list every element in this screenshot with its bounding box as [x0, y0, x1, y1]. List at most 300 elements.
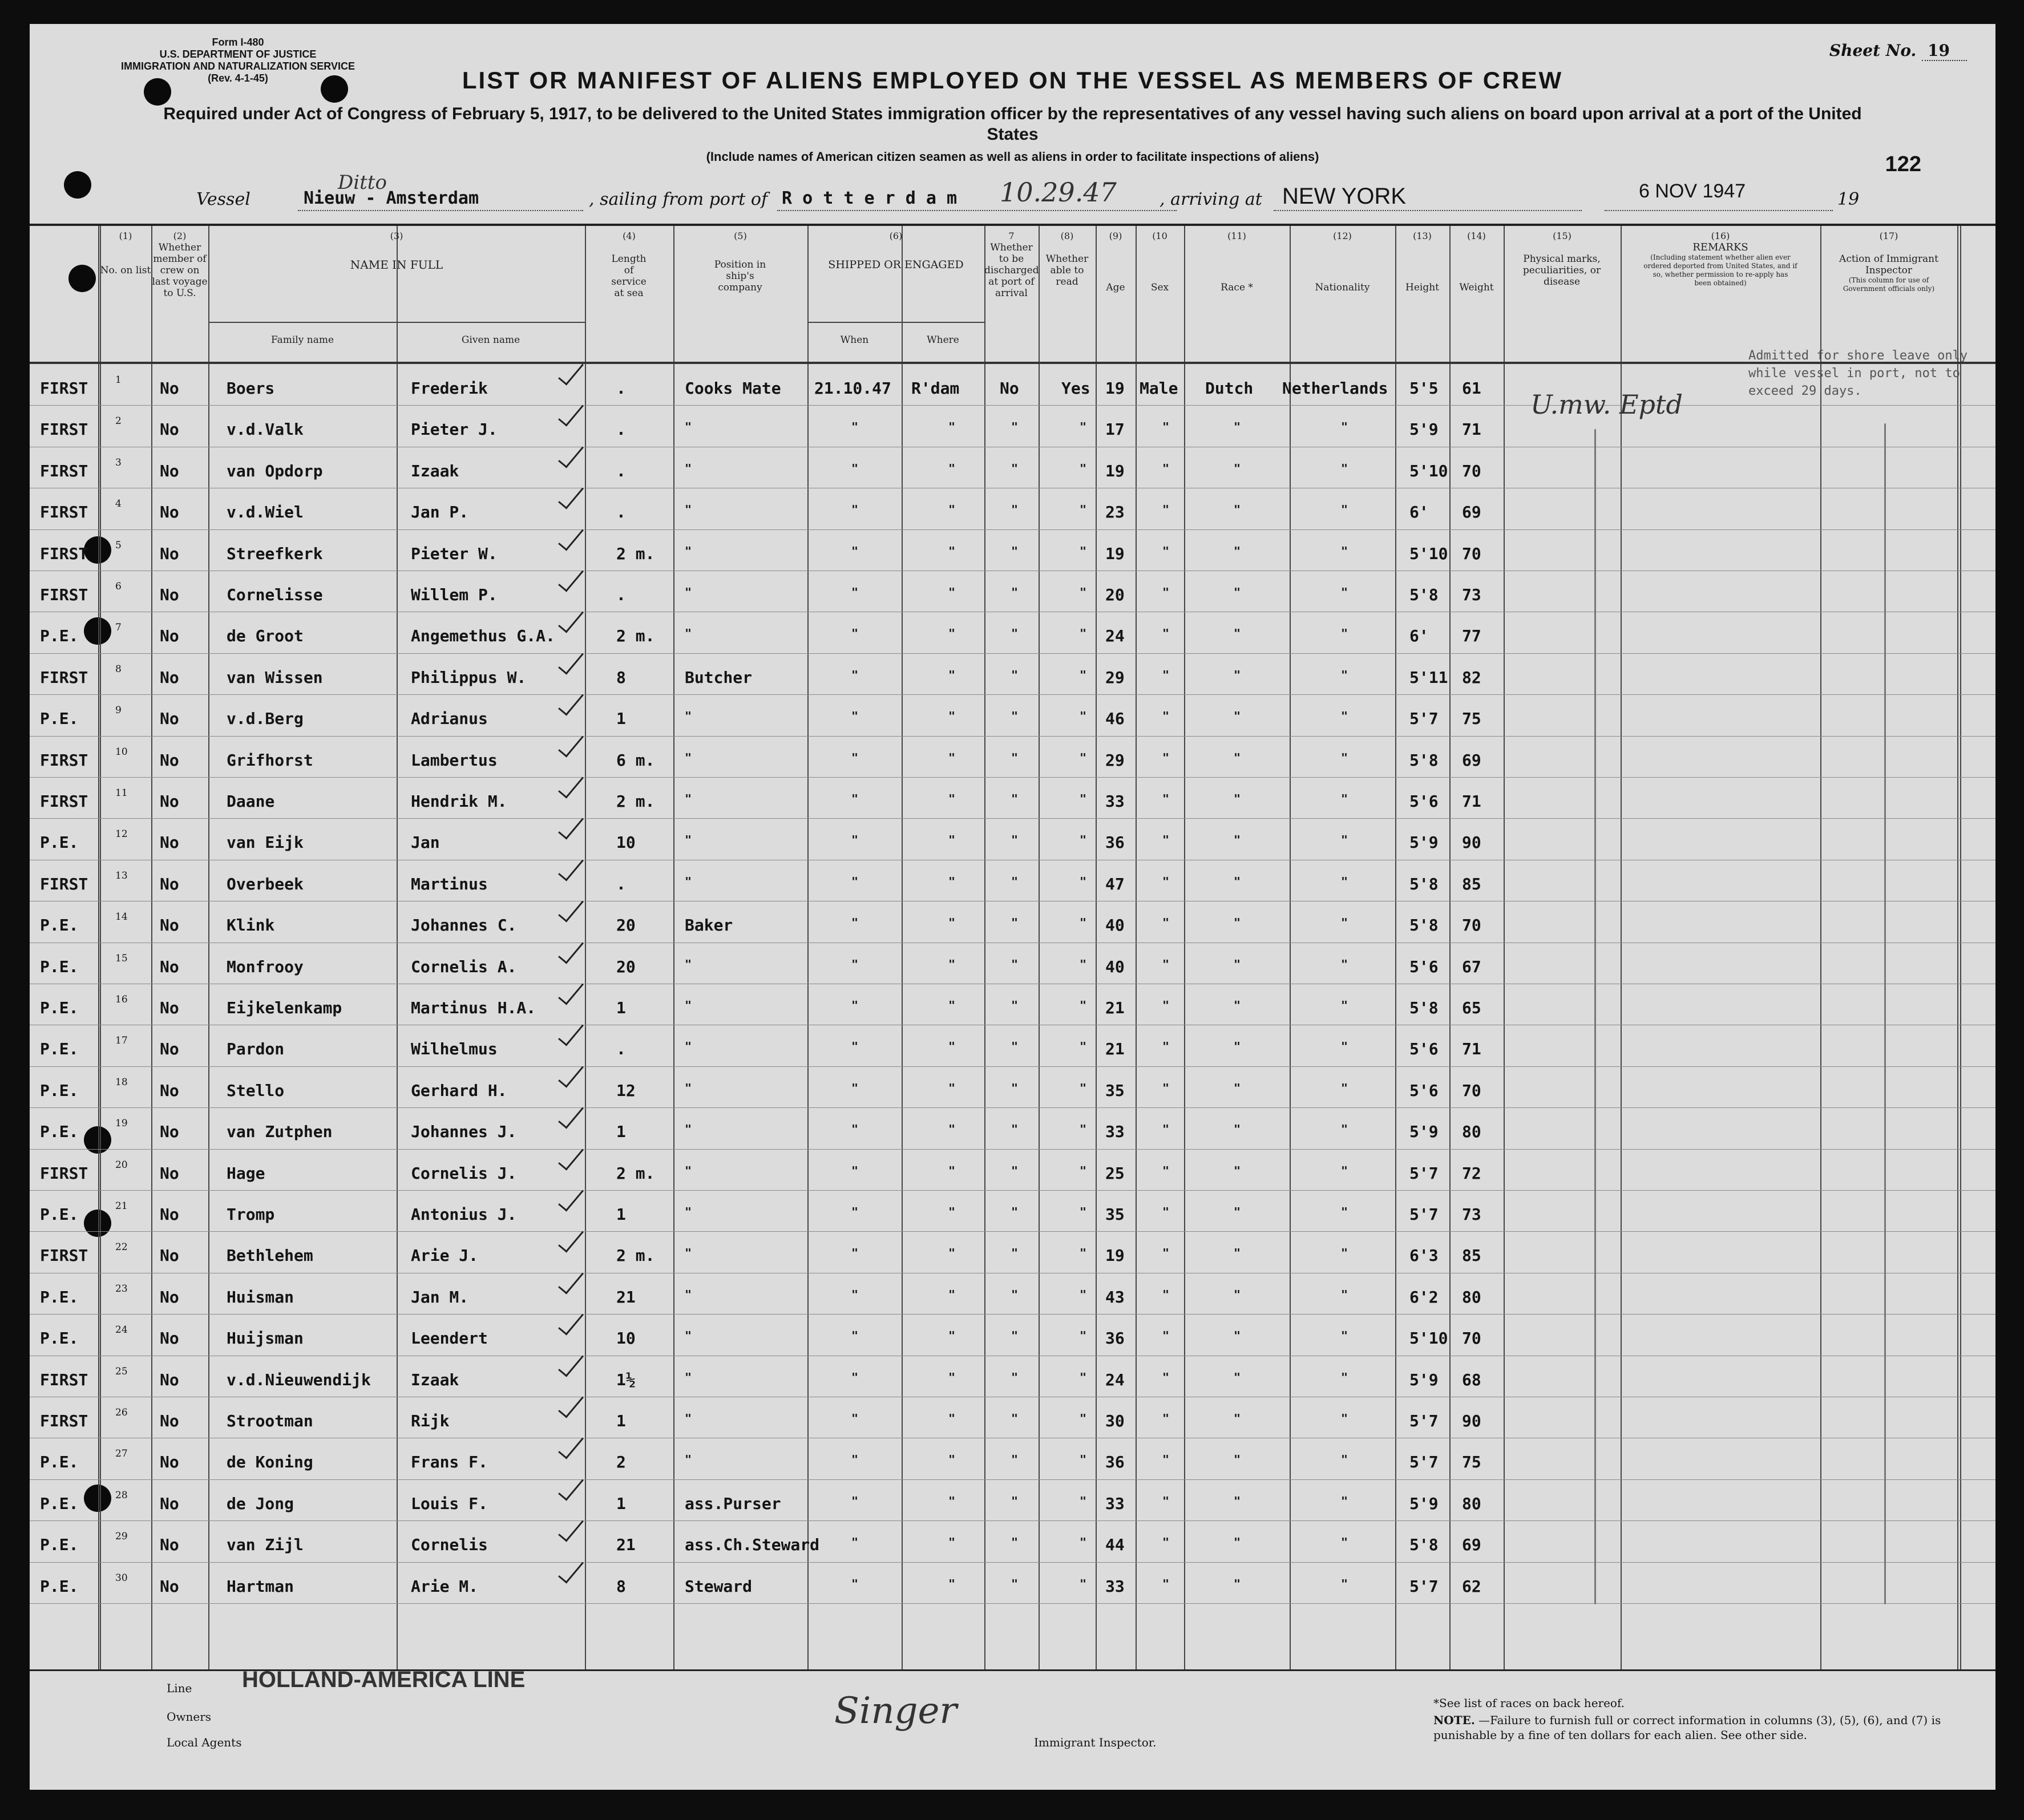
crew-class: P.E. — [40, 1494, 79, 1513]
family-name: Eijkelenkamp — [227, 998, 342, 1017]
verification-checkmark — [558, 523, 584, 551]
height: 5'5 — [1409, 379, 1439, 398]
remarks-line: exceed 29 days. — [1748, 384, 1862, 398]
position: " — [685, 1040, 692, 1054]
race: Dutch — [1205, 379, 1254, 398]
discharged: " — [1011, 1535, 1019, 1550]
discharged: " — [1011, 461, 1019, 475]
crew-class: P.E. — [40, 833, 79, 852]
height: 5'10 — [1409, 461, 1448, 480]
verification-checkmark — [558, 1349, 584, 1377]
sex: " — [1162, 1453, 1170, 1467]
shipped-where: " — [948, 792, 956, 806]
sex: " — [1162, 1535, 1170, 1550]
discharged: " — [1011, 1370, 1019, 1384]
able-to-read: " — [1080, 626, 1087, 641]
discharged: " — [1011, 833, 1019, 847]
nationality: " — [1341, 503, 1348, 517]
subtitle-text: Required under Act of Congress of February 5, 1917, to be delivered to the United States immigration officer by the representatives of any vessel having such aliens on board upon arrival at a port of the United States — [163, 104, 1862, 144]
previous-voyage: No — [160, 420, 179, 439]
nationality: " — [1341, 1576, 1348, 1591]
previous-voyage: No — [160, 792, 179, 811]
position: " — [685, 709, 692, 723]
sailing-label: , sailing from port of — [589, 189, 768, 209]
nationality: " — [1341, 1246, 1348, 1260]
age: 19 — [1105, 461, 1125, 480]
nationality: " — [1341, 1081, 1348, 1095]
able-to-read: " — [1080, 461, 1087, 475]
inspector-label: Immigrant Inspector. — [1034, 1736, 1157, 1749]
shipped-where: " — [948, 916, 956, 930]
line-label: Line — [167, 1681, 192, 1695]
given-name: Arie M. — [411, 1576, 479, 1596]
position: " — [685, 1163, 692, 1178]
race: " — [1234, 916, 1241, 930]
discharged: " — [1011, 1040, 1019, 1054]
previous-voyage: No — [160, 544, 179, 563]
discharged: " — [1011, 1246, 1019, 1260]
service-length: 2 — [616, 1453, 626, 1472]
sex: " — [1162, 833, 1170, 847]
position: " — [685, 461, 692, 475]
given-name: Frans F. — [411, 1453, 488, 1472]
position: " — [685, 833, 692, 847]
race: " — [1234, 1246, 1241, 1260]
service-length: 20 — [616, 916, 636, 935]
sex: " — [1162, 792, 1170, 806]
verification-checkmark — [558, 812, 584, 840]
verification-checkmark — [558, 977, 584, 1005]
shipped-where: " — [948, 957, 956, 971]
sex: " — [1162, 709, 1170, 723]
given-name: Angemethus G.A. — [411, 626, 555, 646]
arrival-port-stamp: NEW YORK — [1282, 184, 1407, 209]
service-name: IMMIGRATION AND NATURALIZATION SERVICE — [121, 60, 355, 72]
race: " — [1234, 1163, 1241, 1178]
verification-checkmark — [558, 771, 584, 798]
family-name: Hartman — [227, 1576, 294, 1596]
shipped-when: " — [851, 1081, 859, 1095]
able-to-read: " — [1080, 503, 1087, 517]
crew-class: P.E. — [40, 1453, 79, 1472]
crew-class: FIRST — [40, 792, 88, 811]
age: 36 — [1105, 1453, 1125, 1472]
shipped-when: " — [851, 998, 859, 1012]
age: 40 — [1105, 957, 1125, 976]
col14-header: (14) Weight — [1459, 230, 1494, 293]
family-name: Boers — [227, 379, 275, 398]
previous-voyage: No — [160, 916, 179, 935]
given-name: Arie J. — [411, 1246, 479, 1265]
position: Steward — [685, 1576, 753, 1596]
verification-checkmark — [558, 647, 584, 674]
verification-checkmark — [558, 1226, 584, 1253]
discharged: " — [1011, 874, 1019, 888]
shipped-when-header: When — [840, 334, 869, 346]
crew-class: P.E. — [40, 1329, 79, 1348]
height: 5'10 — [1409, 1329, 1448, 1348]
service-length: 1 — [616, 1411, 626, 1430]
service-length: 2 m. — [616, 544, 655, 563]
age: 33 — [1105, 1494, 1125, 1513]
race: " — [1234, 1205, 1241, 1219]
position: Cooks Mate — [685, 379, 781, 398]
verification-checkmark — [558, 1432, 584, 1459]
service-length: 1 — [616, 1494, 626, 1513]
discharged: No — [1000, 379, 1019, 398]
crew-class: P.E. — [40, 998, 79, 1017]
nationality: " — [1341, 916, 1348, 930]
list-number: 15 — [115, 952, 128, 964]
col7-header: 7 Whether to be discharged at port of arrival — [984, 230, 1039, 299]
verification-checkmark — [558, 482, 584, 509]
weight: 71 — [1462, 1040, 1481, 1059]
able-to-read: " — [1080, 709, 1087, 723]
position: " — [685, 1453, 692, 1467]
age: 33 — [1105, 792, 1125, 811]
verification-checkmark — [558, 1060, 584, 1087]
list-number: 11 — [115, 787, 128, 799]
position: ass.Purser — [685, 1494, 781, 1513]
age: 46 — [1105, 709, 1125, 729]
nationality: " — [1341, 1370, 1348, 1384]
ditto-stroke — [1884, 423, 1886, 1604]
weight: 69 — [1462, 1535, 1481, 1555]
verification-checkmark — [558, 936, 584, 964]
verification-checkmark — [558, 1390, 584, 1418]
sex: " — [1162, 1494, 1170, 1508]
age: 19 — [1105, 1246, 1125, 1265]
family-name: v.d.Berg — [227, 709, 304, 729]
previous-voyage: No — [160, 874, 179, 893]
list-number: 13 — [115, 869, 128, 881]
shipped-where: " — [948, 668, 956, 682]
service-length: . — [616, 420, 626, 439]
age: 33 — [1105, 1122, 1125, 1142]
able-to-read: " — [1080, 1287, 1087, 1301]
position: " — [685, 420, 692, 434]
service-length: 8 — [616, 668, 626, 687]
list-number: 1 — [115, 374, 122, 386]
discharged: " — [1011, 503, 1019, 517]
nationality: " — [1341, 420, 1348, 434]
weight: 73 — [1462, 1205, 1481, 1224]
family-name: de Jong — [227, 1494, 294, 1513]
height: 5'8 — [1409, 585, 1439, 604]
given-name: Louis F. — [411, 1494, 488, 1513]
weight: 75 — [1462, 709, 1481, 729]
age: 33 — [1105, 1576, 1125, 1596]
shipped-where: " — [948, 833, 956, 847]
verification-checkmark — [558, 854, 584, 881]
shipped-when: " — [851, 1411, 859, 1425]
service-length: 10 — [616, 1329, 636, 1348]
verification-checkmark — [558, 1102, 584, 1129]
service-length: 2 m. — [616, 1163, 655, 1183]
age: 40 — [1105, 916, 1125, 935]
list-number: 25 — [115, 1365, 128, 1377]
nationality: " — [1341, 668, 1348, 682]
race: " — [1234, 461, 1241, 475]
shipped-when: " — [851, 833, 859, 847]
given-name: Pieter J. — [411, 420, 498, 439]
age: 36 — [1105, 1329, 1125, 1348]
able-to-read: " — [1080, 1040, 1087, 1054]
verification-checkmark — [558, 689, 584, 716]
given-name: Cornelis A. — [411, 957, 517, 976]
race: " — [1234, 503, 1241, 517]
age: 25 — [1105, 1163, 1125, 1183]
height: 5'7 — [1409, 1453, 1439, 1472]
nationality: " — [1341, 1122, 1348, 1137]
able-to-read: " — [1080, 1453, 1087, 1467]
family-name: Pardon — [227, 1040, 285, 1059]
shipped-where: " — [948, 1040, 956, 1054]
nationality: " — [1341, 544, 1348, 558]
verification-checkmark — [558, 440, 584, 468]
list-number: 28 — [115, 1489, 128, 1501]
crew-class: FIRST — [40, 874, 88, 893]
discharged: " — [1011, 668, 1019, 682]
age: 29 — [1105, 750, 1125, 770]
races-note: *See list of races on back hereof. — [1433, 1696, 1625, 1710]
nationality: " — [1341, 709, 1348, 723]
able-to-read: " — [1080, 544, 1087, 558]
able-to-read: " — [1080, 792, 1087, 806]
arriving-label: , arriving at — [1160, 189, 1262, 209]
shipped-where: " — [948, 750, 956, 765]
sex: " — [1162, 916, 1170, 930]
age: 30 — [1105, 1411, 1125, 1430]
age: 35 — [1105, 1205, 1125, 1224]
position: " — [685, 792, 692, 806]
age: 44 — [1105, 1535, 1125, 1555]
given-name: Philippus W. — [411, 668, 527, 687]
nationality: " — [1341, 750, 1348, 765]
sex: " — [1162, 585, 1170, 599]
sex: " — [1162, 544, 1170, 558]
vessel-label: Vessel — [196, 189, 251, 209]
crew-class: FIRST — [40, 1163, 88, 1183]
previous-voyage: No — [160, 1329, 179, 1348]
list-number: 4 — [115, 498, 122, 510]
weight: 70 — [1462, 1081, 1481, 1100]
owners-label: Owners — [167, 1710, 212, 1724]
crew-class: FIRST — [40, 668, 88, 687]
height: 5'7 — [1409, 1163, 1439, 1183]
position: " — [685, 585, 692, 599]
verification-checkmark — [558, 1473, 584, 1501]
able-to-read: " — [1080, 1205, 1087, 1219]
weight: 72 — [1462, 1163, 1481, 1183]
able-to-read: " — [1080, 1494, 1087, 1508]
sheet-number-value: 19 — [1922, 41, 1967, 61]
nationality: " — [1341, 833, 1348, 847]
discharged: " — [1011, 420, 1019, 434]
age: 47 — [1105, 874, 1125, 893]
col15-header: (15) Physical marks, peculiarities, or disease — [1522, 230, 1601, 288]
height: 5'9 — [1409, 1122, 1439, 1142]
height: 5'6 — [1409, 1081, 1439, 1100]
vessel-handwritten: Ditto — [338, 171, 387, 194]
sex: " — [1162, 1370, 1170, 1384]
nationality: " — [1341, 1205, 1348, 1219]
given-name: Jan P. — [411, 503, 469, 522]
nationality: " — [1341, 998, 1348, 1012]
nationality: " — [1341, 874, 1348, 888]
service-length: 1 — [616, 1205, 626, 1224]
position: " — [685, 544, 692, 558]
crew-class: P.E. — [40, 957, 79, 976]
able-to-read: " — [1080, 1122, 1087, 1137]
manifest-instruction: (Include names of American citizen seamen as well as aliens in order to facilitate inspections of aliens) — [706, 149, 1319, 164]
position: " — [685, 1411, 692, 1425]
able-to-read: " — [1080, 585, 1087, 599]
sailing-date-handwritten: 10.29.47 — [1000, 177, 1117, 208]
verification-checkmark — [558, 1143, 584, 1170]
given-name-header: Given name — [461, 334, 520, 346]
age: 19 — [1105, 379, 1125, 398]
crew-class: FIRST — [40, 544, 88, 563]
height: 5'11 — [1409, 668, 1448, 687]
height: 5'9 — [1409, 1370, 1439, 1389]
nationality: " — [1341, 957, 1348, 971]
previous-voyage: No — [160, 503, 179, 522]
weight: 80 — [1462, 1494, 1481, 1513]
shipped-where: " — [948, 709, 956, 723]
nationality: " — [1341, 792, 1348, 806]
weight: 85 — [1462, 1246, 1481, 1265]
shipped-where: " — [948, 874, 956, 888]
verification-checkmark — [558, 1556, 584, 1583]
verification-checkmark — [558, 399, 584, 427]
shipped-when: " — [851, 1246, 859, 1260]
list-number: 14 — [115, 911, 128, 923]
able-to-read: " — [1080, 1163, 1087, 1178]
able-to-read: " — [1080, 874, 1087, 888]
previous-voyage: No — [160, 668, 179, 687]
shipped-where: " — [948, 420, 956, 434]
service-length: . — [616, 1040, 626, 1059]
line-stamp: HOLLAND-AMERICA LINE — [242, 1667, 526, 1692]
race: " — [1234, 1494, 1241, 1508]
previous-voyage: No — [160, 1040, 179, 1059]
crew-class: FIRST — [40, 1246, 88, 1265]
age: 19 — [1105, 544, 1125, 563]
age: 43 — [1105, 1287, 1125, 1307]
service-length: 2 m. — [616, 1246, 655, 1265]
crew-class: FIRST — [40, 379, 88, 398]
position: " — [685, 503, 692, 517]
given-name: Antonius J. — [411, 1205, 517, 1224]
race: " — [1234, 833, 1241, 847]
remarks-line: while vessel in port, not to — [1748, 366, 1960, 381]
verification-checkmark — [558, 1184, 584, 1211]
crew-class: P.E. — [40, 1040, 79, 1059]
nationality: " — [1341, 461, 1348, 475]
given-name: Pieter W. — [411, 544, 498, 563]
verification-checkmark — [558, 1308, 584, 1336]
able-to-read: " — [1080, 1246, 1087, 1260]
department-name: U.S. DEPARTMENT OF JUSTICE — [159, 48, 317, 60]
crew-class: P.E. — [40, 1576, 79, 1596]
service-length: 1 — [616, 1122, 626, 1142]
shipped-where: " — [948, 1246, 956, 1260]
given-name: Cornelis — [411, 1535, 488, 1555]
shipped-where: " — [948, 1370, 956, 1384]
crew-class: FIRST — [40, 1370, 88, 1389]
family-name: Streefkerk — [227, 544, 323, 563]
shipped-where: " — [948, 585, 956, 599]
given-name: Leendert — [411, 1329, 488, 1348]
sex: " — [1162, 503, 1170, 517]
crew-class: FIRST — [40, 503, 88, 522]
form-number: Form I-480 — [212, 37, 264, 48]
given-name: Gerhard H. — [411, 1081, 507, 1100]
weight: 75 — [1462, 1453, 1481, 1472]
ditto-stroke — [1594, 429, 1596, 1604]
shipped-when: " — [851, 1287, 859, 1301]
height: 6'3 — [1409, 1246, 1439, 1265]
discharged: " — [1011, 544, 1019, 558]
previous-voyage: No — [160, 1494, 179, 1513]
shipped-when: " — [851, 1163, 859, 1178]
race: " — [1234, 792, 1241, 806]
height: 5'8 — [1409, 874, 1439, 893]
height: 5'8 — [1409, 916, 1439, 935]
shipped-where: " — [948, 1287, 956, 1301]
crew-class: P.E. — [40, 916, 79, 935]
sex: " — [1162, 1287, 1170, 1301]
race: " — [1234, 1329, 1241, 1343]
nationality: " — [1341, 1411, 1348, 1425]
crew-class: P.E. — [40, 1205, 79, 1224]
discharged: " — [1011, 1411, 1019, 1425]
list-number: 29 — [115, 1531, 128, 1543]
race: " — [1234, 420, 1241, 434]
given-name: Johannes C. — [411, 916, 517, 935]
shipped-when: " — [851, 544, 859, 558]
list-number: 27 — [115, 1448, 128, 1460]
col10-header: (10 Sex — [1150, 230, 1169, 293]
height: 5'6 — [1409, 1040, 1439, 1059]
position: ass.Ch.Steward — [685, 1535, 820, 1555]
height: 6' — [1409, 503, 1429, 522]
manifest-subtitle — [30, 104, 1995, 145]
shipped-when: " — [851, 585, 859, 599]
family-name: Daane — [227, 792, 275, 811]
list-number: 6 — [115, 581, 122, 592]
service-length: 20 — [616, 957, 636, 976]
discharged: " — [1011, 1329, 1019, 1343]
col9-header: (9) Age — [1106, 230, 1125, 293]
shipped-when: " — [851, 750, 859, 765]
height: 5'7 — [1409, 1411, 1439, 1430]
height: 5'7 — [1409, 1205, 1439, 1224]
able-to-read: " — [1080, 668, 1087, 682]
col3-header: (3) NAME IN FULL — [350, 230, 443, 272]
crew-class: FIRST — [40, 750, 88, 770]
family-name: Overbeek — [227, 874, 304, 893]
weight: 71 — [1462, 792, 1481, 811]
discharged: " — [1011, 1453, 1019, 1467]
race: " — [1234, 709, 1241, 723]
shipped-when: " — [851, 1329, 859, 1343]
list-number: 18 — [115, 1076, 128, 1088]
family-name: de Groot — [227, 626, 304, 646]
list-number: 26 — [115, 1407, 128, 1418]
previous-voyage: No — [160, 461, 179, 480]
